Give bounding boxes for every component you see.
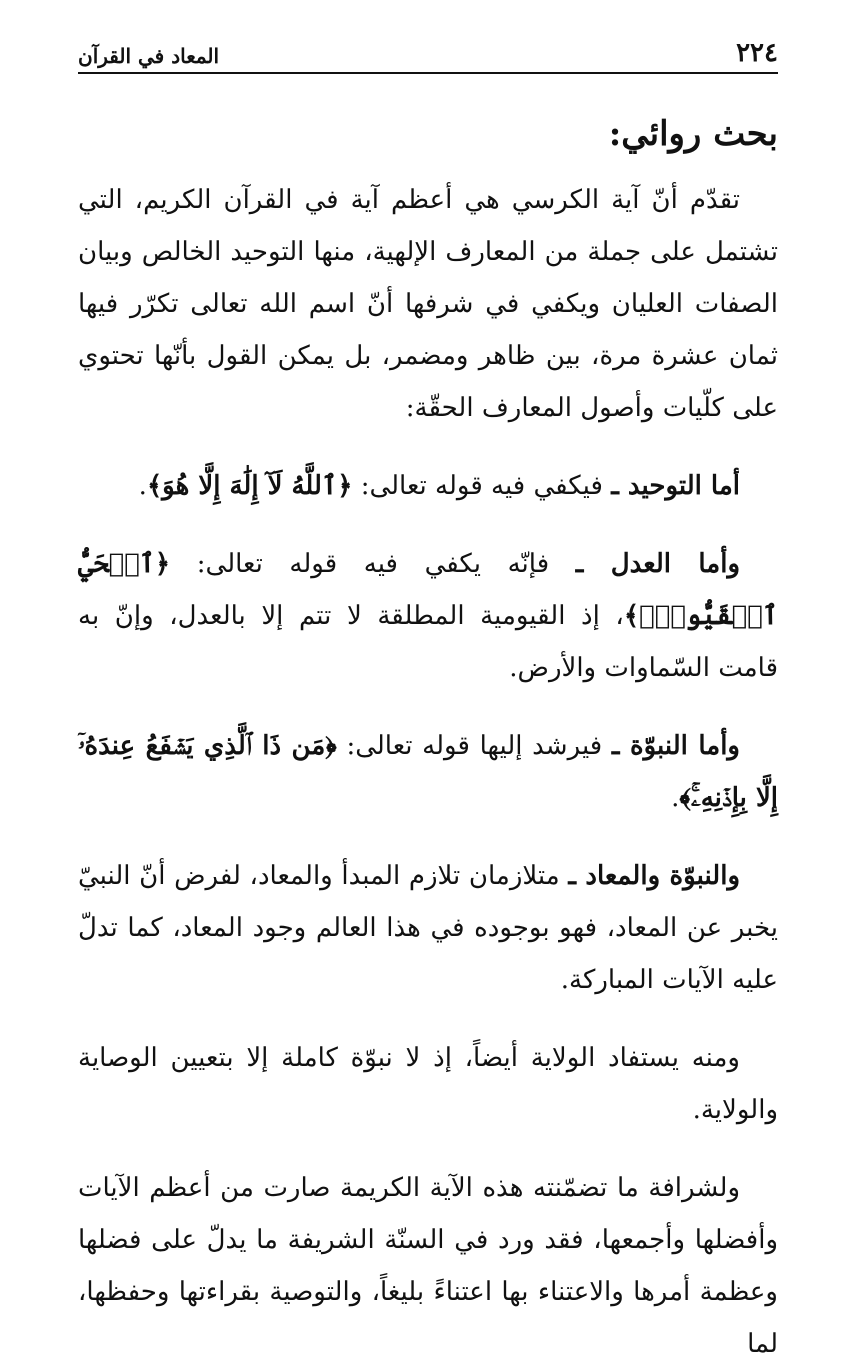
paragraph-wilaya	[78, 1032, 778, 1136]
paragraph-after: .	[138, 471, 147, 501]
paragraph-after: .	[671, 783, 680, 813]
quran-verse: ﴿ٱللَّهُ لَآ إِلَٰهَ إِلَّا هُوَ﴾	[146, 471, 353, 501]
paragraph-fadl	[78, 1162, 778, 1370]
paragraph-nubuwwa-maad	[78, 850, 778, 1006]
paragraph-text: فيرشد إليها قوله تعالى:	[336, 731, 612, 761]
paragraph-after: ، إذ القيومية المطلقة لا تتم إلا بالعدل، وإنّ به قامت السّماوات والأرض.	[78, 601, 778, 683]
quran-verse: ﴿ٱلۡحَيُّ ٱلۡقَيُّومُۚ﴾	[78, 549, 778, 631]
paragraph-intro	[78, 174, 778, 434]
paragraph-lead: أما التوحيد ـ	[611, 471, 740, 501]
paragraph-tawhid	[78, 460, 778, 512]
book-title: المعاد في القرآن	[78, 44, 220, 68]
book-page	[78, 30, 778, 1359]
paragraph-text: تقدّم أنّ آية الكرسي هي أعظم آية في القرآن الكريم، التي تشتمل على جملة من المعارف الإلهية، منها التوحيد الخالص وبيان الصفات العليان ويكفي في شرفها أنّ اسم الله تعالى تكرّر فيها ثمان عشرة مرة، بين ظاهر ومضمر، بل يمكن القول بأنّها تحتوي على كلّيات وأصول المعارف الحقّة:	[78, 185, 778, 423]
paragraph-text: ولشرافة ما تضمّنته هذه الآية الكريمة صارت من أعظم الآيات وأفضلها وأجمعها، فقد ورد في السنّة الشريفة ما يدلّ على فضلها وعظمة أمرها والاعتناء بها اعتناءً بليغاً، والتوصية بقراءتها وحفظها، لما	[78, 1173, 778, 1359]
paragraph-adl	[78, 538, 778, 694]
paragraph-lead: وأما النبوّة ـ	[611, 731, 740, 761]
paragraph-nubuwwa	[78, 720, 778, 824]
paragraph-text: فإنّه يكفي فيه قوله تعالى:	[170, 549, 576, 579]
running-header	[78, 30, 778, 74]
paragraph-text: ومنه يستفاد الولاية أيضاً، إذ لا نبوّة كاملة إلا بتعيين الوصاية والولاية.	[78, 1043, 778, 1125]
section-heading: بحث روائي:	[608, 114, 778, 154]
paragraph-text: فيكفي فيه قوله تعالى:	[352, 471, 612, 501]
paragraph-lead: وأما العدل ـ	[575, 549, 740, 579]
paragraph-text: متلازمان تلازم المبدأ والمعاد، لفرض أنّ النبيّ يخبر عن المعاد، فهو بوجوده في هذا العالم وجود المعاد، كما تدلّ عليه الآيات المباركة.	[78, 861, 778, 995]
paragraph-lead: والنبوّة والمعاد ـ	[568, 861, 740, 891]
page-number: ٢٢٤	[736, 38, 778, 68]
quran-verse: ﴿مَن ذَا ٱلَّذِي يَشۡفَعُ عِندَهُۥٓ إِلَّا بِإِذۡنِهِۦۚ﴾	[78, 731, 778, 813]
